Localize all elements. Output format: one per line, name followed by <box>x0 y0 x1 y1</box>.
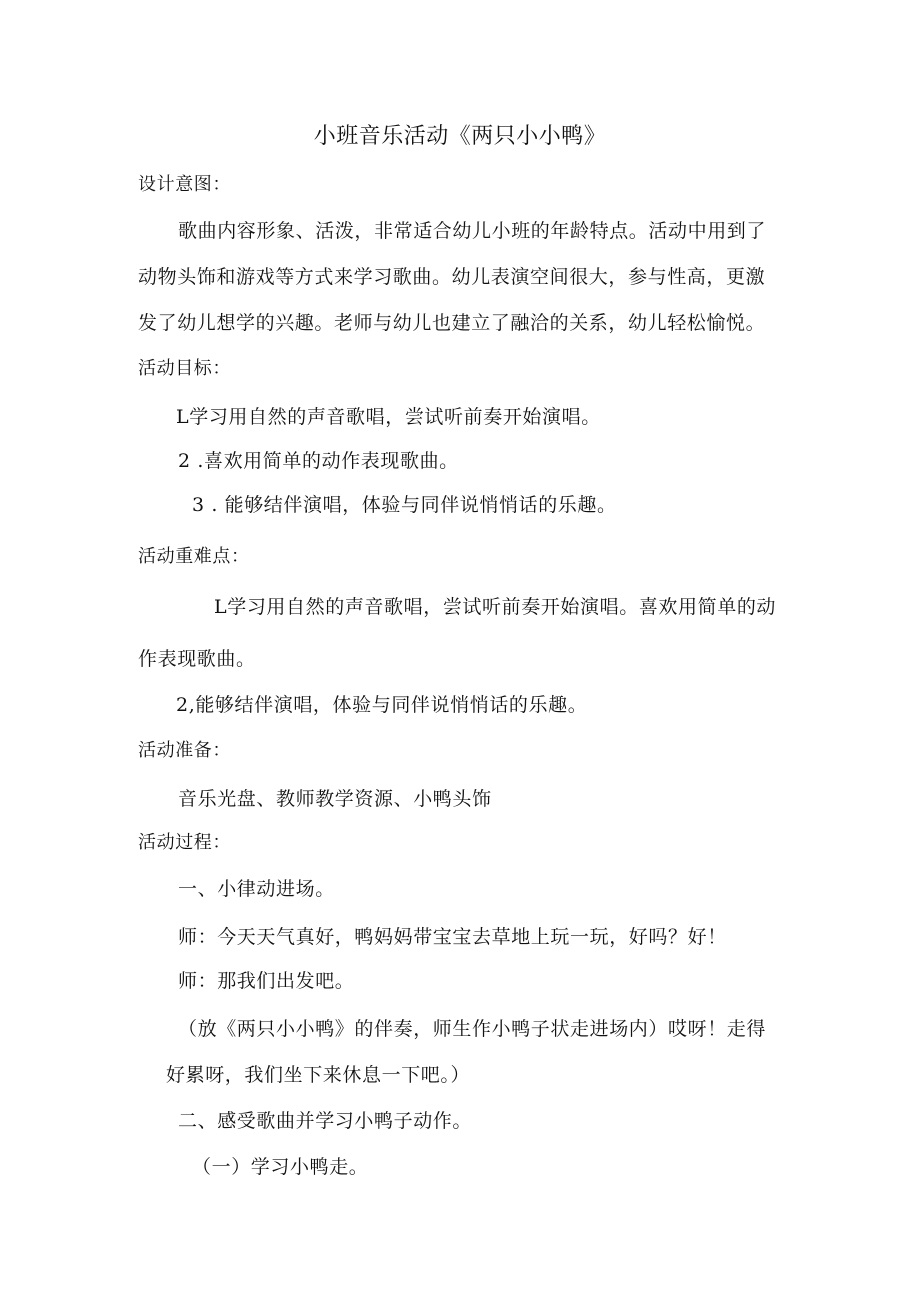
key-points-line-2: 作表现歌曲。 <box>138 648 256 670</box>
process-line-6: 二、感受歌曲并学习小鸭子动作。 <box>178 1110 473 1132</box>
goal-item-3: 3 . 能够结伴演唱，体验与同伴说悄悄话的乐趣。 <box>192 494 617 516</box>
preparation-text: 音乐光盘、教师教学资源、小鸭头饰 <box>178 788 492 810</box>
design-intent-line-2: 动物头饰和游戏等方式来学习歌曲。幼儿表演空间很大，参与性高，更激 <box>138 266 766 288</box>
process-line-4: （放《两只小小鸭》的伴奏，师生作小鸭子状走进场内）哎呀！走得 <box>178 1018 767 1040</box>
process-line-5: 好累呀，我们坐下来休息一下吧。） <box>166 1064 471 1086</box>
goal-item-2: 2 .喜欢用简单的动作表现歌曲。 <box>178 450 459 472</box>
goal-item-1: L学习用自然的声音歌唱，尝试听前奏开始演唱。 <box>176 406 601 428</box>
process-line-3: 师：那我们出发吧。 <box>178 970 355 992</box>
document-title: 小班音乐活动《两只小小鸭》 <box>313 124 607 149</box>
process-line-1: 一、小律动进场。 <box>178 878 335 900</box>
process-heading: 活动过程： <box>138 832 231 853</box>
key-points-heading: 活动重难点： <box>138 546 250 567</box>
process-line-7: （一）学习小鸭走。 <box>192 1156 369 1178</box>
key-points-line-1: L学习用自然的声音歌唱，尝试听前奏开始演唱。喜欢用简单的动 <box>214 596 777 618</box>
preparation-heading: 活动准备： <box>138 740 231 761</box>
goals-heading: 活动目标： <box>138 358 231 379</box>
design-intent-heading: 设计意图： <box>138 174 231 195</box>
design-intent-line-3: 发了幼儿想学的兴趣。老师与幼儿也建立了融洽的关系，幼儿轻松愉悦。 <box>138 312 766 334</box>
key-points-line-3: 2,能够结伴演唱，体验与同伴说悄悄话的乐趣。 <box>176 694 588 716</box>
design-intent-line-1: 歌曲内容形象、活泼，非常适合幼儿小班的年龄特点。活动中用到了 <box>178 220 767 242</box>
process-line-2: 师：今天天气真好，鸭妈妈带宝宝去草地上玩一玩，好吗？好！ <box>178 926 727 948</box>
